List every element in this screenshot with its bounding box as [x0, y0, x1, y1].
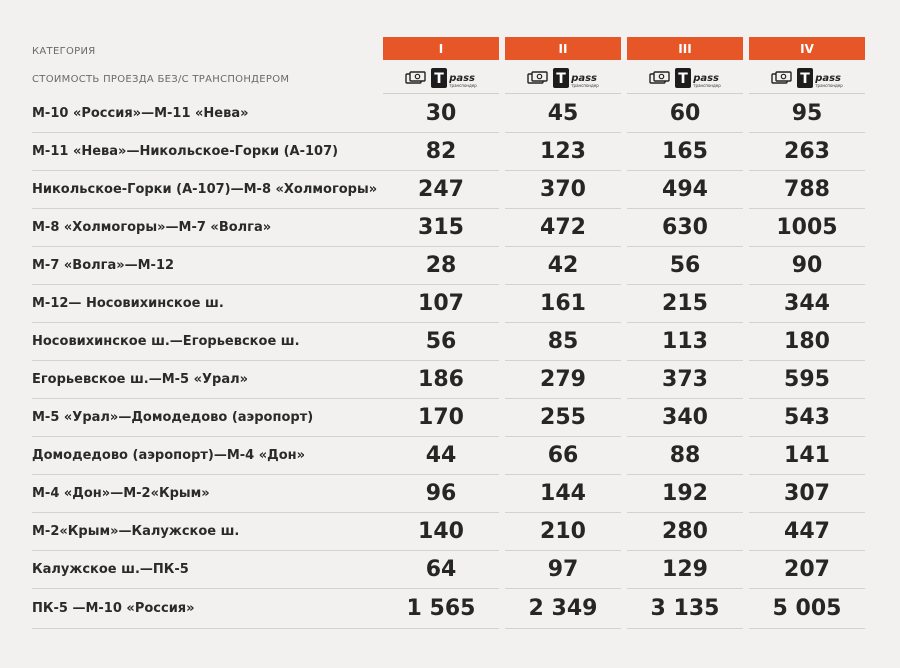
header-labels — [32, 37, 383, 95]
toll-value: 340 — [627, 399, 743, 437]
t-letter: T — [556, 71, 566, 87]
category-col-4 — [749, 37, 865, 95]
toll-value: 543 — [749, 399, 865, 437]
category-col-2 — [505, 37, 621, 95]
toll-value: 1005 — [749, 209, 865, 247]
toll-value: 56 — [383, 323, 499, 361]
t-pass-icon — [675, 68, 721, 88]
toll-value: 161 — [505, 285, 621, 323]
tpass-word: pass — [449, 73, 476, 84]
table-row — [32, 133, 868, 171]
route-name: Егорьевское ш.—М-5 «Урал» — [32, 361, 383, 399]
toll-value: 210 — [505, 513, 621, 551]
route-name: М-5 «Урал»—Домодедово (аэропорт) — [32, 399, 383, 437]
toll-value: 85 — [505, 323, 621, 361]
tpass-word: pass — [571, 73, 598, 84]
toll-value: 107 — [383, 285, 499, 323]
toll-value: 96 — [383, 475, 499, 513]
table-row — [32, 361, 868, 399]
toll-table — [32, 37, 868, 629]
toll-value: 207 — [749, 551, 865, 589]
route-name: М-12— Носовихинское ш. — [32, 285, 383, 323]
toll-value: 170 — [383, 399, 499, 437]
toll-value: 30 — [383, 95, 499, 133]
toll-value: 788 — [749, 171, 865, 209]
toll-value: 66 — [505, 437, 621, 475]
toll-value: 315 — [383, 209, 499, 247]
toll-value: 60 — [627, 95, 743, 133]
toll-value: 45 — [505, 95, 621, 133]
toll-value: 1 565 — [383, 589, 499, 629]
table-row — [32, 437, 868, 475]
toll-value: 123 — [505, 133, 621, 171]
table-row — [32, 323, 868, 361]
toll-value: 307 — [749, 475, 865, 513]
toll-value: 165 — [627, 133, 743, 171]
toll-value: 370 — [505, 171, 621, 209]
payment-icons — [627, 63, 743, 94]
toll-value: 494 — [627, 171, 743, 209]
toll-value: 113 — [627, 323, 743, 361]
toll-value: 180 — [749, 323, 865, 361]
table-row — [32, 247, 868, 285]
tpass-sub: транспондер — [693, 83, 721, 88]
t-pass-icon — [431, 68, 477, 88]
t-pass-icon — [797, 68, 843, 88]
table-row — [32, 513, 868, 551]
route-name: М-11 «Нева»—Никольское-Горки (А-107) — [32, 133, 383, 171]
toll-value: 141 — [749, 437, 865, 475]
table-row — [32, 399, 868, 437]
route-name: М-10 «Россия»—М-11 «Нева» — [32, 95, 383, 133]
route-name: Домодедово (аэропорт)—М-4 «Дон» — [32, 437, 383, 475]
cash-icon — [405, 70, 427, 86]
toll-value: 56 — [627, 247, 743, 285]
table-header — [32, 37, 868, 95]
toll-value: 447 — [749, 513, 865, 551]
tpass-word: pass — [693, 73, 720, 84]
toll-value: 129 — [627, 551, 743, 589]
payment-icons — [505, 63, 621, 94]
t-letter: T — [800, 71, 810, 87]
route-name: ПК-5 —М-10 «Россия» — [32, 589, 383, 629]
cash-icon — [527, 70, 549, 86]
category-header: III — [627, 37, 743, 60]
payment-icons — [383, 63, 499, 94]
t-pass-icon — [553, 68, 599, 88]
table-row — [32, 285, 868, 323]
toll-value: 42 — [505, 247, 621, 285]
toll-value: 215 — [627, 285, 743, 323]
t-letter: T — [434, 71, 444, 87]
toll-value: 82 — [383, 133, 499, 171]
toll-value: 192 — [627, 475, 743, 513]
category-col-3 — [627, 37, 743, 95]
tpass-sub: транспондер — [571, 83, 599, 88]
toll-value: 140 — [383, 513, 499, 551]
toll-value: 255 — [505, 399, 621, 437]
toll-value: 64 — [383, 551, 499, 589]
table-row — [32, 551, 868, 589]
tpass-word: pass — [815, 73, 842, 84]
toll-value: 28 — [383, 247, 499, 285]
toll-value: 344 — [749, 285, 865, 323]
tpass-sub: транспондер — [815, 83, 843, 88]
route-name: Калужское ш.—ПК-5 — [32, 551, 383, 589]
cost-label: СТОИМОСТЬ ПРОЕЗДА БЕЗ/С ТРАНСПОНДЕРОМ — [32, 74, 290, 85]
toll-value: 44 — [383, 437, 499, 475]
toll-value: 280 — [627, 513, 743, 551]
category-header: I — [383, 37, 499, 60]
toll-value: 88 — [627, 437, 743, 475]
toll-value: 630 — [627, 209, 743, 247]
toll-value: 90 — [749, 247, 865, 285]
table-row — [32, 589, 868, 629]
cash-icon — [649, 70, 671, 86]
payment-icons — [749, 63, 865, 94]
toll-value: 2 349 — [505, 589, 621, 629]
route-name: М-7 «Волга»—М-12 — [32, 247, 383, 285]
cash-icon — [771, 70, 793, 86]
toll-value: 5 005 — [749, 589, 865, 629]
toll-value: 95 — [749, 95, 865, 133]
route-name: Носовихинское ш.—Егорьевское ш. — [32, 323, 383, 361]
toll-value: 186 — [383, 361, 499, 399]
category-col-1 — [383, 37, 499, 95]
table-row — [32, 209, 868, 247]
toll-value: 144 — [505, 475, 621, 513]
toll-value: 97 — [505, 551, 621, 589]
toll-value: 3 135 — [627, 589, 743, 629]
toll-value: 279 — [505, 361, 621, 399]
toll-value: 247 — [383, 171, 499, 209]
route-name: Никольское-Горки (А-107)—М-8 «Холмогоры» — [32, 171, 383, 209]
table-row — [32, 95, 868, 133]
table-row — [32, 475, 868, 513]
toll-value: 472 — [505, 209, 621, 247]
toll-value: 595 — [749, 361, 865, 399]
toll-value: 373 — [627, 361, 743, 399]
category-label: КАТЕГОРИЯ — [32, 46, 96, 57]
route-name: М-2«Крым»—Калужское ш. — [32, 513, 383, 551]
route-name: М-8 «Холмогоры»—М-7 «Волга» — [32, 209, 383, 247]
t-letter: T — [678, 71, 688, 87]
table-row — [32, 171, 868, 209]
category-header: IV — [749, 37, 865, 60]
category-header: II — [505, 37, 621, 60]
tpass-sub: транспондер — [449, 83, 477, 88]
toll-value: 263 — [749, 133, 865, 171]
route-name: М-4 «Дон»—М-2«Крым» — [32, 475, 383, 513]
